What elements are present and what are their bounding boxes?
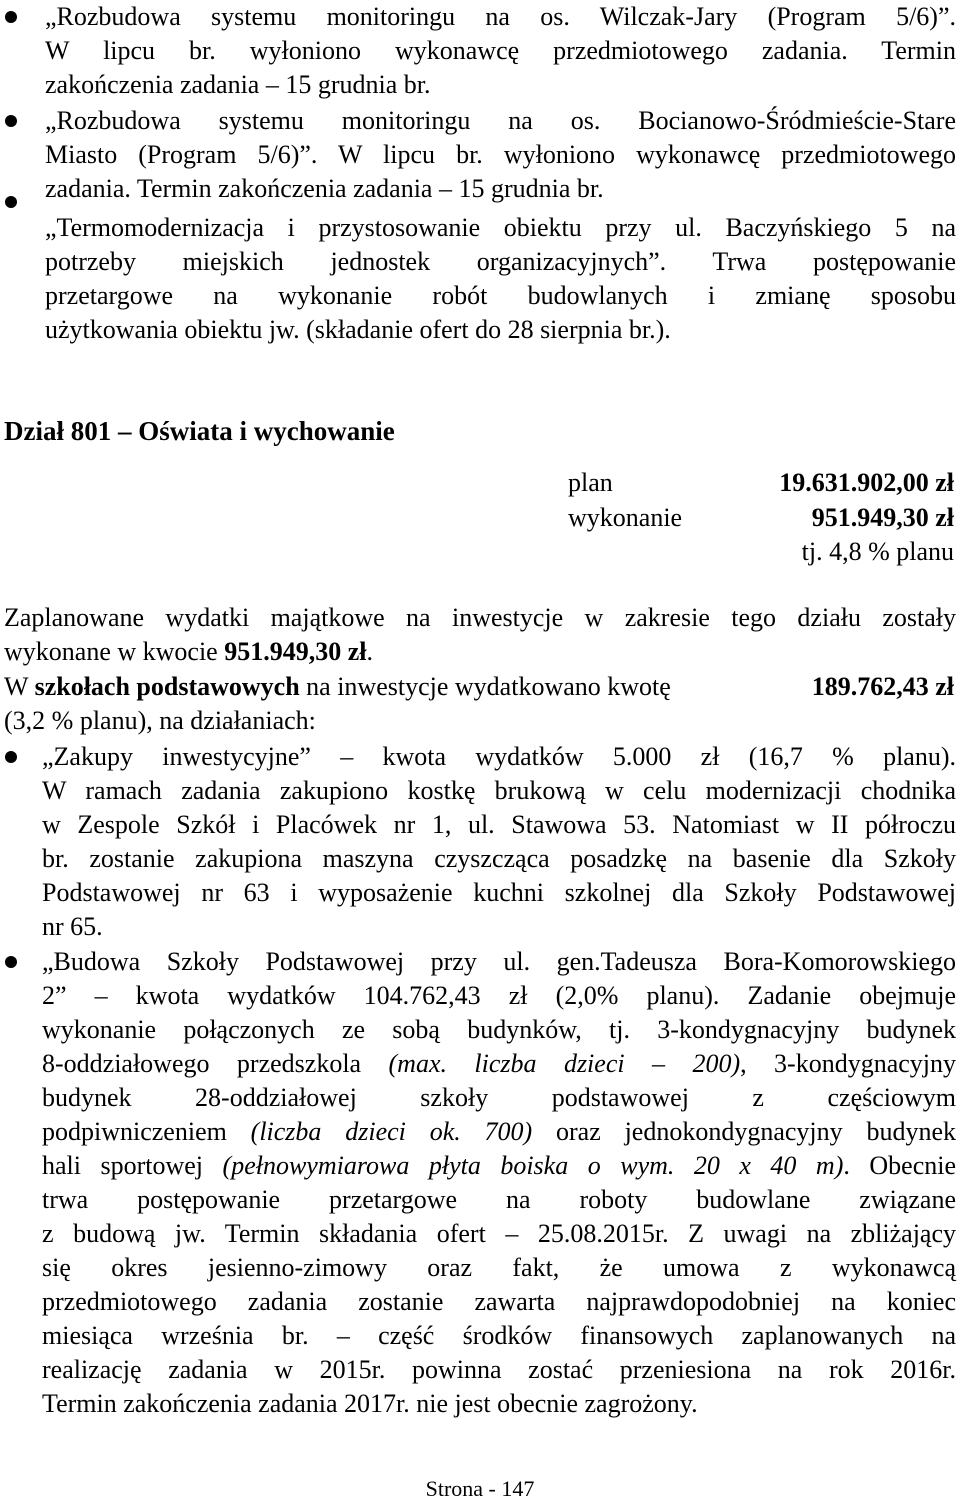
text-line: 2” – kwota wydatków 104.762,43 zł (2,0% planu). Zadanie obejmuje xyxy=(42,981,956,1010)
text-line: budynek 28-oddziałowej szkoły podstawowej z częściowym xyxy=(42,1083,956,1112)
text-span: W xyxy=(4,672,35,701)
text-italic: (liczba dzieci ok. 700) xyxy=(250,1117,533,1146)
text-line: „Rozbudowa systemu monitoringu na os. Wilczak-Jary (Program 5/6)”. xyxy=(45,2,956,31)
text-line: W ramach zadania zakupiono kostkę brukową w celu modernizacji chodnika xyxy=(42,776,956,805)
paragraph xyxy=(0,670,960,738)
text-line xyxy=(0,670,960,704)
plan-value: 19.631.902,00 zł xyxy=(779,468,954,497)
text-line xyxy=(0,1115,960,1149)
text-line: przedmiotowego zadania zostanie zawarta najprawdopodobniej na koniec xyxy=(42,1287,956,1316)
bullet-icon xyxy=(5,11,17,23)
text-line: „Termomodernizacja i przystosowanie obiektu przy ul. Baczyńskiego 5 na xyxy=(45,213,956,242)
text-span: wykonane w kwocie xyxy=(4,637,225,666)
text-line: zakończenia zadania – 15 grudnia br. xyxy=(45,70,431,99)
text-span: . xyxy=(366,637,373,666)
text-line: Termin zakończenia zadania 2017r. nie jest obecnie zagrożony. xyxy=(42,1389,698,1418)
amount-bold: 189.762,43 zł xyxy=(811,672,954,701)
bullet-icon xyxy=(5,956,17,968)
text-span: , 3-kondygnacyjny xyxy=(740,1049,956,1078)
list-item xyxy=(0,740,960,944)
amount-bold: 951.949,30 zł xyxy=(224,637,367,666)
text-line: w Zespole Szkół i Placówek nr 1, ul. Stawowa 53. Natomiast w II półroczu xyxy=(42,810,956,839)
text-line: nr 65. xyxy=(42,912,103,941)
text-line: zadania. Termin zakończenia zadania – 15 grudnia br. xyxy=(45,174,604,203)
paragraph xyxy=(0,601,960,669)
text-italic: (max. liczba dzieci – 200) xyxy=(388,1049,741,1078)
text-span: na inwestycje wydatkowano kwotę xyxy=(299,672,671,701)
text-line xyxy=(0,635,960,669)
text-span: podpiwniczeniem xyxy=(42,1117,251,1146)
text-line: „Zakupy inwestycyjne” – kwota wydatków 5.000 zł (16,7 % planu). xyxy=(42,742,956,771)
execution-label: wykonanie xyxy=(568,503,683,532)
text-line: realizację zadania w 2015r. powinna zostać przeniesiona na rok 2016r. xyxy=(42,1355,956,1384)
text-line: trwa postępowanie przetargowe na roboty budowlane związane xyxy=(42,1185,956,1214)
percent-of-plan: tj. 4,8 % planu xyxy=(801,537,954,566)
bullet-icon xyxy=(5,115,17,127)
text-line: „Rozbudowa systemu monitoringu na os. Bocianowo-Śródmieście-Stare xyxy=(45,106,956,135)
text-italic: (pełnowymiarowa płyta boiska o wym. 20 x 40 m) xyxy=(222,1151,844,1180)
text-line: Miasto (Program 5/6)”. W lipcu br. wyłoniono wykonawcę przedmiotowego xyxy=(45,140,956,169)
text-span: 8-oddziałowego przedszkola xyxy=(42,1049,389,1078)
text-line: użytkowania obiektu jw. (składanie ofert do 28 sierpnia br.). xyxy=(45,315,671,344)
bullet-icon xyxy=(5,751,17,763)
text-line: br. zostanie zakupiona maszyna czyszcząca posadzkę na basenie dla Szkoły xyxy=(42,844,956,873)
text-line xyxy=(0,1047,960,1081)
text-span: hali sportowej xyxy=(42,1151,223,1180)
bullet-icon xyxy=(5,196,17,208)
emphasis-bold: szkołach podstawowych xyxy=(34,672,300,701)
text-span: oraz jednokondygnacyjny budynek xyxy=(532,1117,956,1146)
text-line: Zaplanowane wydatki majątkowe na inwestycje w zakresie tego działu zostały xyxy=(4,603,956,632)
text-line: Podstawowej nr 63 i wyposażenie kuchni szkolnej dla Szkoły Podstawowej xyxy=(42,878,956,907)
list-item xyxy=(0,945,960,1421)
text-line: przetargowe na wykonanie robót budowlanych i zmianę sposobu xyxy=(45,281,956,310)
execution-value: 951.949,30 zł xyxy=(811,503,954,532)
text-line: „Budowa Szkoły Podstawowej przy ul. gen.Tadeusza Bora-Komorowskiego xyxy=(42,947,956,976)
list-item xyxy=(0,104,960,206)
list-item xyxy=(0,211,960,347)
text-line: W lipcu br. wyłoniono wykonawcę przedmiotowego zadania. Termin xyxy=(45,36,956,65)
section-heading: Dział 801 – Oświata i wychowanie xyxy=(4,416,395,446)
text-line: (3,2 % planu), na działaniach: xyxy=(4,706,316,735)
text-line: wykonanie połączonych ze sobą budynków, tj. 3-kondygnacyjny budynek xyxy=(42,1015,956,1044)
text-line: potrzeby miejskich jednostek organizacyjnych”. Trwa postępowanie xyxy=(45,247,956,276)
text-line: z budową jw. Termin składania ofert – 25.08.2015r. Z uwagi na zbliżający xyxy=(42,1219,956,1248)
text-span: . Obecnie xyxy=(843,1151,956,1180)
page-number: Strona - 147 xyxy=(425,1476,535,1501)
list-item xyxy=(0,0,960,102)
text-line: miesiąca września br. – część środków finansowych zaplanowanych na xyxy=(42,1321,956,1350)
plan-label: plan xyxy=(568,468,613,497)
text-line xyxy=(0,1149,960,1183)
text-line: się okres jesienno-zimowy oraz fakt, że umowa z wykonawcą xyxy=(42,1253,956,1282)
